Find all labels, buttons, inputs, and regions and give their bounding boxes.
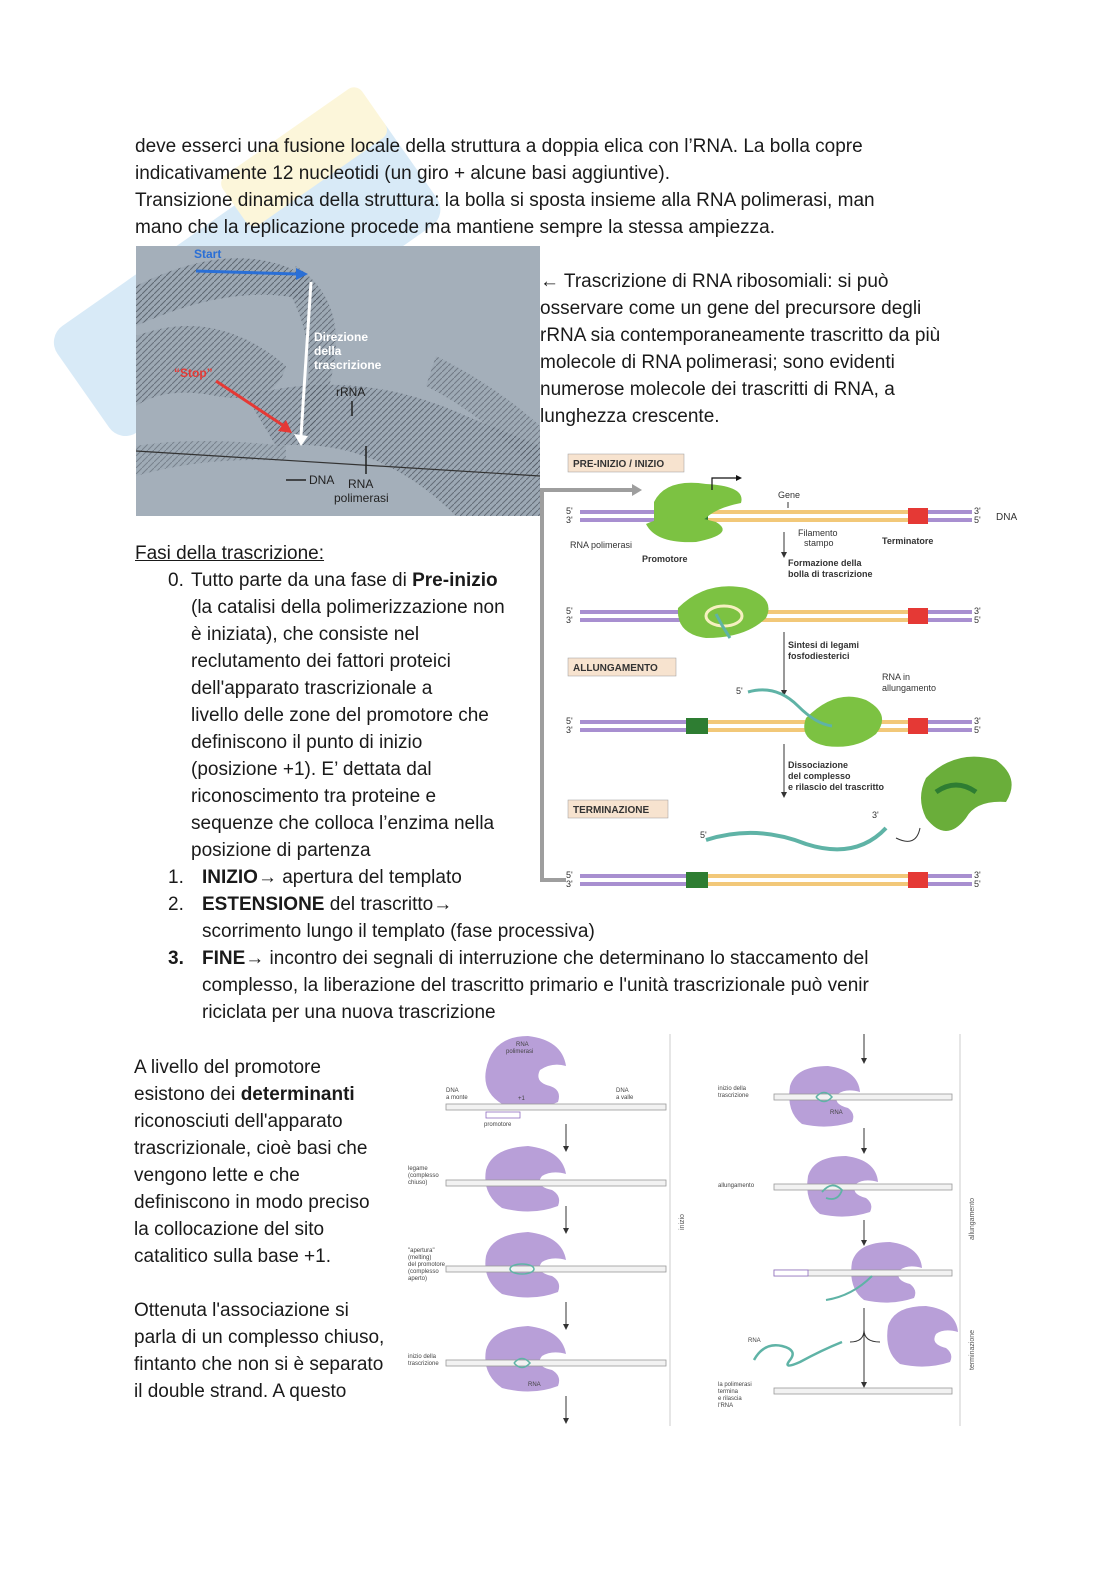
item0-line: sequenze che colloca l’enzima nella <box>191 813 495 834</box>
formazione-label-2: bolla di trascrizione <box>788 569 873 579</box>
three-prime-released: 3' <box>872 810 879 820</box>
item3-bold: FINE <box>202 948 246 969</box>
dna-valle-label-1: DNA <box>616 1088 629 1094</box>
dna-valle-label-2: a valle <box>616 1095 634 1101</box>
item2-number: 2. <box>168 894 184 915</box>
stage-terminazione: TERMINAZIONE <box>573 805 650 816</box>
apertura-label-2: (melting) <box>408 1255 432 1261</box>
item0-line: definiscono il punto di inizio <box>191 732 423 753</box>
bottom-line-2-text: esistono dei <box>134 1084 241 1105</box>
direzione-label-3: trascrizione <box>314 358 382 372</box>
three-prime-1a: 3' <box>566 515 573 525</box>
rrna-label: rRNA <box>336 385 366 399</box>
item0-line: riconoscimento tra proteine e <box>191 786 437 807</box>
intro-line-3: Transizione dinamica della struttura: la bolla si sposta insieme alla RNA polimerasi, man <box>135 190 875 211</box>
transcription-phases-diagram <box>536 448 1036 893</box>
bottom-line-11: fintanto che non si è separato <box>134 1354 384 1375</box>
apertura-label-5: aperto) <box>408 1276 428 1282</box>
direzione-label-2: della <box>314 344 342 358</box>
item0-line: reclutamento dei fattori proteici <box>191 651 451 672</box>
bottom-line-8: catalitico sulla base +1. <box>134 1246 331 1267</box>
item2-line-2: scorrimento lungo il templato (fase processiva) <box>202 921 595 942</box>
rna-pol-label-1: RNA <box>516 1042 529 1048</box>
rrna-micrograph <box>136 246 540 516</box>
filamento-label-2: stampo <box>804 538 834 548</box>
allungamento-side-label: allungamento <box>969 1197 976 1240</box>
item0-line: è iniziata), che consiste nel <box>191 624 420 645</box>
item2-text: del trascritto→ <box>324 894 453 915</box>
intro-line-4: mano che la replicazione procede ma mantiene sempre la stessa ampiezza. <box>135 217 775 238</box>
item1-bold: INIZIO <box>202 867 258 888</box>
item3-line <box>202 945 868 972</box>
dna-row-1 <box>580 475 972 542</box>
bottom-line-3: riconosciuti dell'apparato <box>134 1111 343 1132</box>
dissoc-label-2: del complesso <box>788 771 851 781</box>
caption-line-4: molecole di RNA polimerasi; sono evidenti <box>540 352 895 373</box>
pol-termina-label-1: la polimerasi <box>718 1382 752 1388</box>
inizio-trascr-label-r2: trascrizione <box>718 1093 749 1099</box>
item0-line: livello delle zone del promotore che <box>191 705 489 726</box>
five-prime-2a: 5' <box>566 606 573 616</box>
determinanti-bold: determinanti <box>240 1084 355 1105</box>
five-prime-3b: 5' <box>974 725 981 735</box>
three-prime-4b: 3' <box>974 870 981 880</box>
start-label: Start <box>194 247 222 261</box>
terminatore-label: Terminatore <box>882 536 934 546</box>
five-prime-3a: 5' <box>566 716 573 726</box>
bottom-line-12: il double strand. A questo <box>134 1381 347 1402</box>
item0-line: posizione di partenza <box>191 840 371 861</box>
bottom-line-2 <box>134 1081 355 1108</box>
apertura-label-4: (complesso <box>408 1269 439 1275</box>
item0-first-line <box>191 567 498 594</box>
promotore-small-label: promotore <box>484 1122 512 1128</box>
dna-label: DNA <box>309 473 335 487</box>
sintesi-label-2: fosfodiesterici <box>788 651 850 661</box>
item3-line-2: complesso, la liberazione del trascritto primario e l'unità trascrizionale può venir <box>202 975 869 996</box>
legame-label-2: (complesso <box>408 1173 439 1179</box>
bottom-line-6: definiscono in modo preciso <box>134 1192 370 1213</box>
pol-termina-label-2: termina <box>718 1389 739 1395</box>
caption-line-5: numerose molecole dei trascritti di RNA, a <box>540 379 895 400</box>
item1-text: → apertura del templato <box>257 867 462 888</box>
three-prime-2a: 3' <box>566 615 573 625</box>
rna-small-label-2: RNA <box>830 1110 843 1116</box>
item0-line: (la catalisi della polimerizzazione non <box>191 597 505 618</box>
item0-line: dell'apparato trascrizionale a <box>191 678 433 699</box>
three-prime-3b: 3' <box>974 716 981 726</box>
five-prime-2b: 5' <box>974 615 981 625</box>
three-prime-3a: 3' <box>566 725 573 735</box>
inizio-trascr-label-2: trascrizione <box>408 1361 439 1367</box>
bottom-line-9: Ottenuta l'associazione si <box>134 1300 349 1321</box>
five-prime-1b: 5' <box>974 515 981 525</box>
promotore-label: Promotore <box>642 554 688 564</box>
sintesi-label-1: Sintesi di legami <box>788 640 860 650</box>
rna-pol-label-2: polimerasi <box>506 1049 534 1055</box>
allungamento-small-label: allungamento <box>718 1183 755 1189</box>
caption-line-1: ← Trascrizione di RNA ribosomiali: si può <box>540 271 889 292</box>
item2-bold: ESTENSIONE <box>202 894 325 915</box>
direzione-label-1: Direzione <box>314 330 369 344</box>
rna-small-label-1: RNA <box>528 1382 541 1388</box>
released-polymerase <box>921 757 1012 831</box>
caption-line-2: osservare come un gene del precursore degli <box>540 298 922 319</box>
polymerase-cycle-diagram <box>402 1030 982 1430</box>
bottom-line-5: vengono lette e che <box>134 1165 300 1186</box>
fasi-heading: Fasi della trascrizione: <box>135 543 325 564</box>
pol-termina-label-3: e rilascia <box>718 1396 742 1402</box>
five-prime-4b: 5' <box>974 879 981 889</box>
apertura-label-3: del promotore <box>408 1262 446 1268</box>
pol-termina-label-4: l'RNA <box>718 1403 734 1409</box>
three-prime-2b: 3' <box>974 606 981 616</box>
legame-label-3: chiuso) <box>408 1180 428 1186</box>
item0-text: Tutto parte da una fase di <box>191 570 413 591</box>
bottom-line-1: A livello del promotore <box>134 1057 321 1078</box>
dissoc-label-1: Dissociazione <box>788 760 849 770</box>
item2-line <box>202 891 452 918</box>
legame-label-1: legame <box>408 1166 428 1172</box>
item3-line-3: riciclata per una nuova trascrizione <box>202 1002 496 1023</box>
three-prime-4a: 3' <box>566 879 573 889</box>
bottom-line-10: parla di un complesso chiuso, <box>134 1327 385 1348</box>
item0-bold: Pre-inizio <box>412 570 498 591</box>
rna-in-label-2: allungamento <box>882 683 937 693</box>
dna-row-2 <box>580 586 972 638</box>
rna-in-label-1: RNA in <box>882 672 911 682</box>
terminazione-side-label: terminazione <box>969 1329 976 1370</box>
dissoc-label-3: e rilascio del trascritto <box>788 782 885 792</box>
item0-number: 0. <box>168 570 184 591</box>
intro-line-2: indicativamente 12 nucleotidi (un giro + alcune basi aggiuntive). <box>135 163 670 184</box>
inizio-side-label: inizio <box>679 1214 686 1230</box>
five-prime-1a: 5' <box>566 506 573 516</box>
five-prime-released: 5' <box>700 830 707 840</box>
apertura-label-1: "apertura" <box>408 1248 435 1254</box>
rnapol-label-1: RNA <box>348 477 374 491</box>
rna-small-label-3: RNA <box>748 1338 761 1344</box>
five-prime-4a: 5' <box>566 870 573 880</box>
filamento-label-1: Filamento <box>798 528 838 538</box>
inizio-trascr-label-r1: inizio della <box>718 1086 747 1092</box>
dna-monte-label-1: DNA <box>446 1088 459 1094</box>
item1-line <box>202 864 462 891</box>
caption-line-6: lunghezza crescente. <box>540 406 720 427</box>
rnapol-label-2: polimerasi <box>334 491 389 505</box>
item1-number: 1. <box>168 867 184 888</box>
stage-allungamento: ALLUNGAMENTO <box>573 663 658 674</box>
rna-pol-label: RNA polimerasi <box>570 540 633 550</box>
dna-row-4 <box>580 872 972 888</box>
item3-number: 3. <box>168 948 184 969</box>
dna-label-diagram: DNA <box>996 512 1018 523</box>
bottom-line-4: trascrizionale, cioè basi che <box>134 1138 368 1159</box>
bottom-line-7: la collocazione del sito <box>134 1219 325 1240</box>
formazione-label-1: Formazione della <box>788 558 862 568</box>
stop-label: “Stop” <box>174 366 213 380</box>
inizio-trascr-label-1: inizio della <box>408 1354 437 1360</box>
item3-text: → incontro dei segnali di interruzione che determinano lo staccamento del <box>245 948 869 969</box>
item0-line: (posizione +1). E’ dettata dal <box>191 759 432 780</box>
stage-pre-inizio: PRE-INIZIO / INIZIO <box>573 459 665 470</box>
gene-label: Gene <box>778 490 801 500</box>
caption-line-3: rRNA sia contemporaneamente trascritto da più <box>540 325 941 346</box>
plus-one-label: +1 <box>518 1096 525 1102</box>
intro-line-1: deve esserci una fusione locale della struttura a doppia elica con l’RNA. La bolla copre <box>135 136 863 157</box>
five-prime-rna: 5' <box>736 686 743 696</box>
dna-row-3 <box>580 690 972 747</box>
three-prime-1b: 3' <box>974 506 981 516</box>
dna-monte-label-2: a monte <box>446 1095 468 1101</box>
